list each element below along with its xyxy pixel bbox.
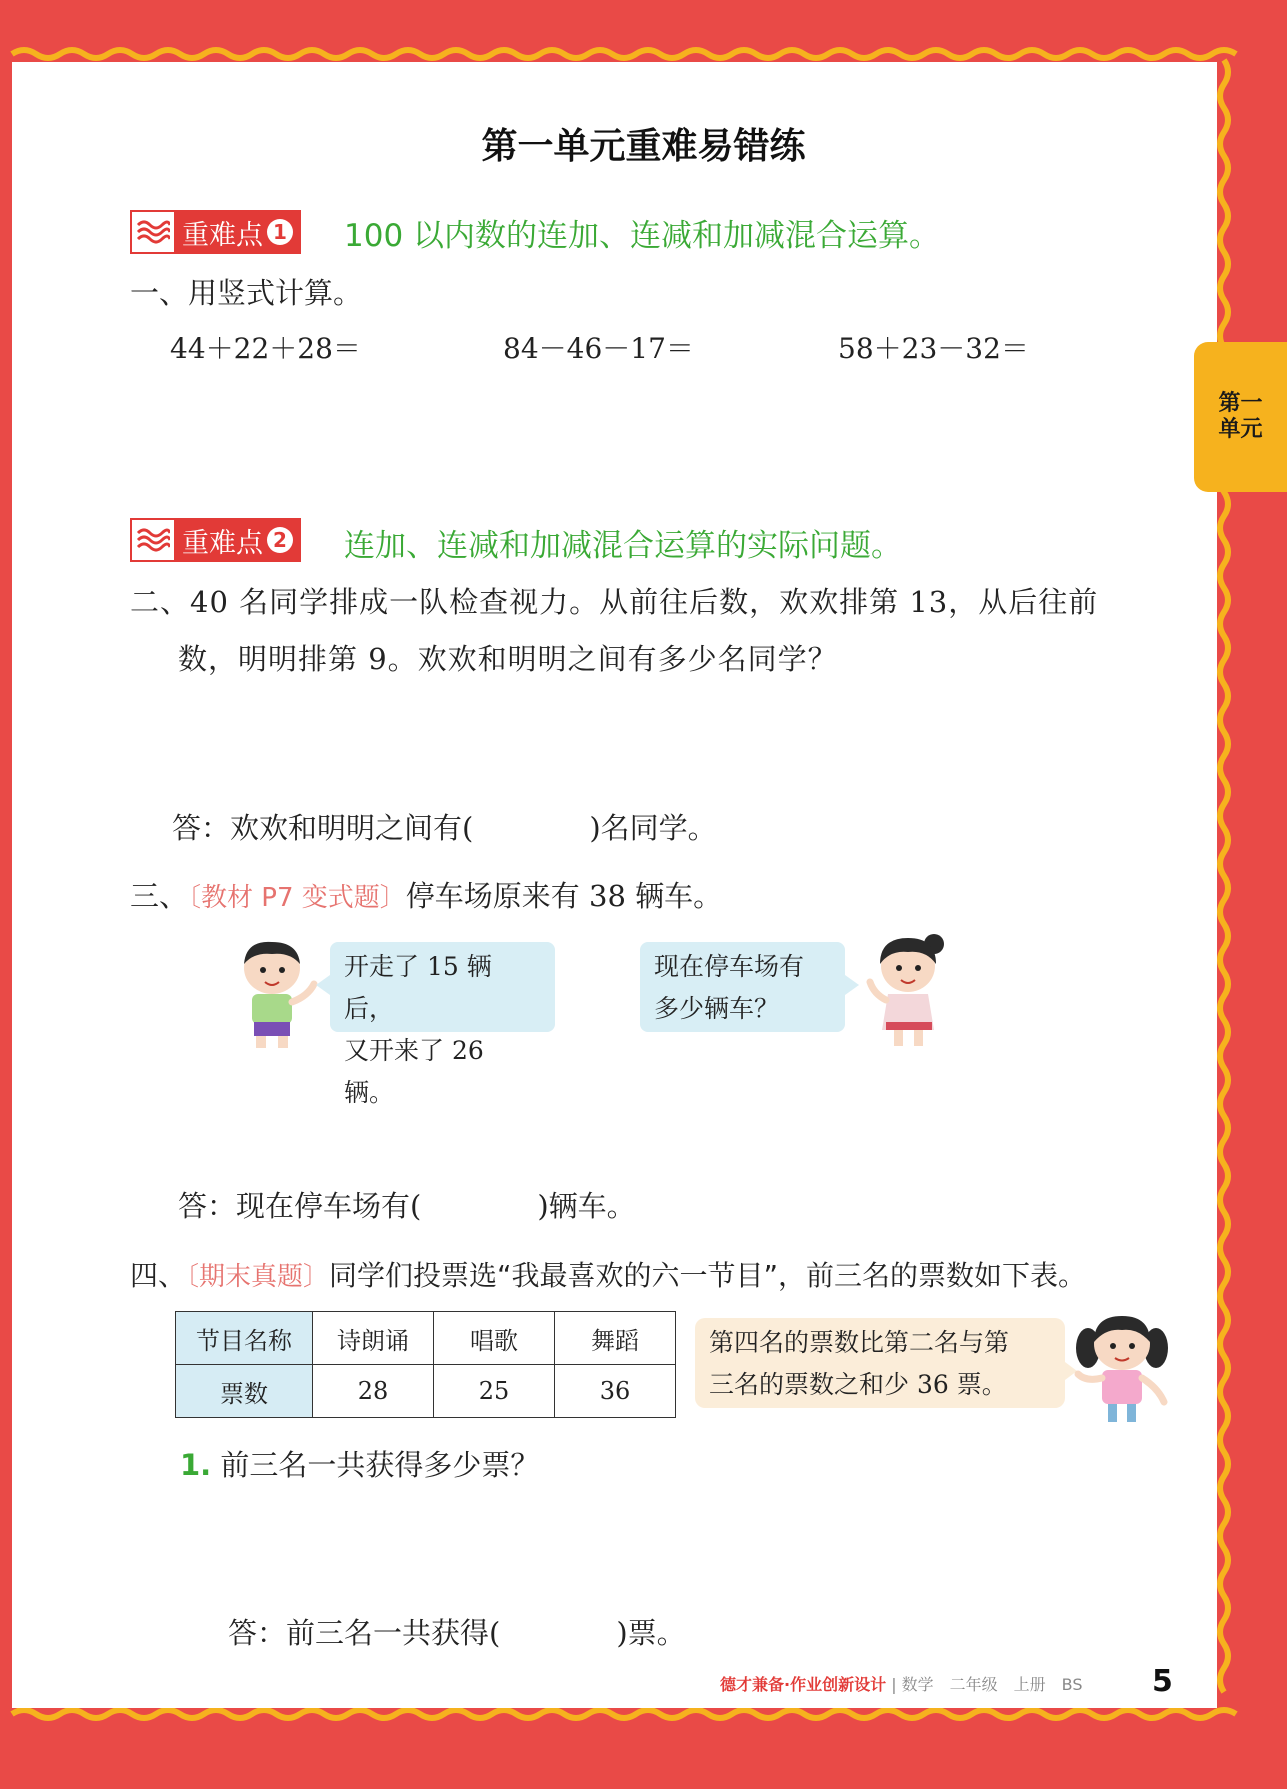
q2-line-2: 数，明明排第 9。欢欢和明明之间有多少名同学？	[178, 642, 838, 676]
badge-number: 1	[267, 219, 293, 245]
key-point-badge-2	[130, 518, 301, 562]
badge-label: 重难点	[182, 527, 263, 559]
table-cell: 28	[313, 1365, 434, 1418]
bubble-right-line2: 多少辆车？	[654, 994, 780, 1023]
hint-note-box	[695, 1318, 1065, 1408]
table-cell: 舞蹈	[555, 1312, 676, 1365]
girl-pigtails-character-illustration	[1072, 1308, 1172, 1426]
q4-sub1-text: 前三名一共获得多少票？	[220, 1448, 540, 1482]
q4-sub1-answer: 答：前三名一共获得( )票。	[228, 1616, 686, 1650]
page-title: 第一单元重难易错练	[481, 126, 806, 167]
table-cell: 25	[434, 1365, 555, 1418]
q1-expr-1: 44＋22＋28＝	[170, 332, 361, 365]
wave-icon	[132, 212, 174, 252]
q3-text: 停车场原来有 38 辆车。	[405, 879, 723, 913]
footer-info: | 数学 二年级 上册 BS	[891, 1675, 1083, 1694]
table-cell: 诗朗诵	[313, 1312, 434, 1365]
table-cell: 唱歌	[434, 1312, 555, 1365]
bubble-tail-right	[845, 975, 859, 995]
key-point-badge-1	[130, 210, 301, 254]
note-line1: 第四名的票数比第二名与第	[709, 1328, 1010, 1357]
q3-question	[130, 874, 722, 915]
speech-bubble-left	[330, 942, 555, 1107]
page-number: 5	[1152, 1664, 1173, 1699]
q3-source-tag: 〔教材 P7 变式题〕	[188, 883, 406, 913]
girl-character-illustration	[864, 930, 956, 1050]
q1-expr-2: 84－46－17＝	[503, 332, 694, 365]
q3-answer: 答：现在停车场有( )辆车。	[178, 1189, 636, 1223]
table-header-cell: 节目名称	[176, 1312, 313, 1365]
unit-tab-label-line2: 单元	[1218, 417, 1263, 442]
table-row	[176, 1365, 676, 1418]
q4-question	[130, 1254, 1086, 1294]
bubble-left-line1: 开走了 15 辆后，	[344, 952, 492, 1023]
footer-brand: 德才兼备·作业创新设计	[720, 1675, 887, 1694]
key-point-title-2: 连加、连减和加减混合运算的实际问题。	[344, 528, 902, 564]
badge-number: 2	[267, 527, 293, 553]
vote-table	[175, 1311, 676, 1418]
speech-bubble-right	[640, 942, 845, 1032]
key-point-title-1: 100 以内数的连加、连减和加减混合运算。	[344, 218, 941, 254]
bubble-tail-left	[316, 975, 330, 995]
q1-expr-3: 58＋23－32＝	[838, 332, 1029, 365]
q4-sub1-number: 1.	[180, 1448, 212, 1482]
note-line2: 三名的票数之和少 36 票。	[709, 1370, 1007, 1399]
q4-source-tag: 〔期末真题〕	[186, 1262, 330, 1292]
q2-answer: 答：欢欢和明明之间有( )名同学。	[172, 811, 717, 845]
table-header-cell: 票数	[176, 1365, 313, 1418]
page-footer	[720, 1672, 1140, 1695]
q4-prefix: 四、	[130, 1259, 187, 1292]
table-cell: 36	[555, 1365, 676, 1418]
wave-icon	[132, 520, 174, 560]
unit-tab-label-line1: 第一	[1218, 391, 1263, 416]
bubble-left-line2: 又开来了 26 辆。	[344, 1036, 484, 1107]
q4-sub1	[180, 1443, 539, 1484]
boy-character-illustration	[232, 936, 324, 1052]
q1-heading: 一、用竖式计算。	[130, 276, 363, 310]
q2-line-1: 二、40 名同学排成一队检查视力。从前往后数，欢欢排第 13，从后往前	[130, 585, 1099, 619]
table-row	[176, 1312, 676, 1365]
q3-prefix: 三、	[130, 879, 189, 913]
badge-label: 重难点	[182, 219, 263, 251]
q4-text: 同学们投票选“我最喜欢的六一节目”，前三名的票数如下表。	[329, 1259, 1087, 1292]
bubble-right-line1: 现在停车场有	[654, 952, 805, 981]
unit-side-tab	[1194, 342, 1287, 492]
